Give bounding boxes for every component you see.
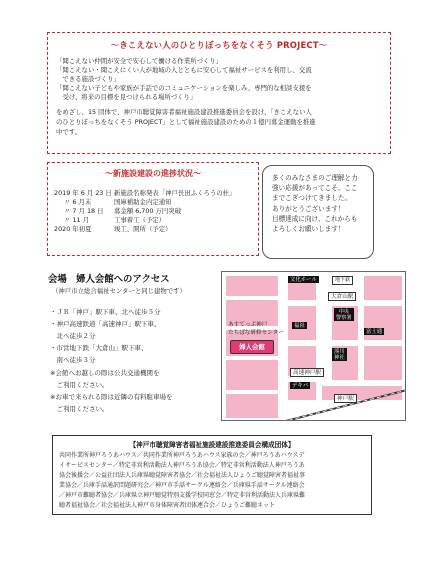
message-line: 多くのみなさまのご理解と力 <box>272 174 358 182</box>
project-line: 受け、将来の目標を見つけられる場所づくり」 <box>56 93 197 101</box>
access-map <box>221 271 406 421</box>
schedule-row <box>54 225 172 234</box>
message-line: よろしくお願いします！ <box>272 225 345 234</box>
committee-line: 共同作業所神戸ろうあハウス／共同作業所神戸ろうあハウス家族の会／神戸ろうあハウスデ <box>59 452 305 459</box>
committee-line: 聴者福祉協会／社会福祉法人神戸市身体障害者団体連合会／ひょうご難聴ネット <box>59 502 276 509</box>
project-line: 「聞こえない仲間が安全で安心して働ける作業所づくり」 <box>56 57 223 65</box>
map-label-tachibana: たちばな研修センター <box>228 330 284 336</box>
map-label-fujin-kaikan: 婦人会館 <box>230 340 274 354</box>
project-line: のひとりぼっちをなくそう PROJECT」として福祉施設建設のための１億円募金運動を推進 <box>56 118 316 126</box>
schedule-date: 〃 6 月末 <box>64 198 92 206</box>
map-label-subway-text: 地下鉄 <box>335 276 351 283</box>
map-label-kosoku-kobe: 高速神戸駅 <box>290 368 324 377</box>
map-label-kobe-eki: 神戸駅 <box>334 394 357 403</box>
access-subtitle: （神戸市立総合福祉センターと同じ建物です） <box>52 287 186 295</box>
schedule-event: 竣工、開所（予定） <box>114 225 172 233</box>
project-line: できる施設づくり」 <box>56 75 120 83</box>
access-line: ・市営地下鉄「大倉山」駅下車、 <box>50 344 148 352</box>
map-label-police-2: 警察署 <box>336 314 352 321</box>
schedule-row <box>54 207 181 216</box>
access-line: 南へ徒歩３分 <box>50 356 96 364</box>
access-line: ご利用ください。 <box>50 405 109 413</box>
committee-line: イサービスセンター／特定非営利活動法人神戸ろうあ協会／特定非営利活動法人神戸ろうあ <box>59 462 305 469</box>
project-line: 中です。 <box>56 128 82 136</box>
schedule-date: 〃 7 月 18 日 <box>64 207 104 215</box>
thanks-message <box>262 165 374 259</box>
map-label-fujitsu: 富士通 <box>366 328 383 335</box>
map-label-okurayama: 大倉山駅 <box>328 292 356 301</box>
map-label-police-1: 中央 <box>338 308 349 315</box>
schedule-row <box>54 198 172 207</box>
access-line: ご利用ください。 <box>50 381 109 389</box>
schedule-event: 国庫補助金内定通知 <box>114 198 172 206</box>
schedule-event: 工事着工（予定） <box>114 216 166 224</box>
message-line: 目標達成に向け、これからも <box>272 214 358 223</box>
map-label-subway <box>332 276 353 285</box>
access-title: 会場 婦人会館へのアクセス <box>48 274 170 285</box>
committee-box <box>52 435 372 515</box>
project-line: をめざし、15 団体で、神戸市聴覚障害者福祉施設建設推進委員会を設け、「きこえない人 <box>56 108 312 116</box>
schedule-date: 〃 11 月 <box>64 216 89 224</box>
schedule-date: 2019 年 6 月 23 日 <box>54 189 112 197</box>
map-label-bunka-hall: 文化ホール <box>290 276 317 283</box>
committee-line: ／神戸市難聴者協会／兵庫県立神戸聴覚特別支援学校同窓会／特定非営利活動法人兵庫県難 <box>59 492 306 499</box>
schedule-row <box>54 189 235 198</box>
access-line: ・神戸高速鉄道「高速神戸」駅下車、 <box>50 320 161 328</box>
access-line: ・ＪＲ「神戸」駅下車、北へ徒歩５分 <box>50 308 161 316</box>
map-label-police <box>334 308 354 321</box>
committee-line: 業協会／兵庫手話通訳問題研究会／神戸市手話サークル連絡会／兵庫県手話サークル連絡会 <box>59 482 305 489</box>
schedule-date: 2020 年初夏 <box>54 225 92 233</box>
project-box <box>47 32 391 154</box>
message-line: 強い応援があってこそ、ここ <box>272 184 358 193</box>
message-line: ありがとうございます！ <box>272 204 345 213</box>
progress-box <box>47 162 259 256</box>
message-line: までこぎつけてきました。 <box>272 194 352 203</box>
access-line: ※会館へお越しの際は公共交通機関を <box>50 369 160 377</box>
access-line: 北へ徒歩２分 <box>50 332 96 340</box>
project-title: ～きこえない人のひとりぼっちをなくそう PROJECT～ <box>110 40 328 50</box>
map-label-dekki: デキバ <box>292 382 309 389</box>
map-label-minatogawa-2: 神社 <box>334 354 345 361</box>
schedule-event: 募金額 6,700 万円突破 <box>114 207 182 215</box>
committee-line: 協会後援会／公益社団法人兵庫県聴覚障害者協会／社会福祉法人ひょうご聴覚障害者福祉事 <box>59 472 306 479</box>
schedule-event: 新施設名称発表「神戸長田ふくろうの杜」 <box>114 189 236 197</box>
map-label-minatogawa <box>332 348 347 361</box>
map-label-asuteppu: あすてっぷ神戸 <box>228 322 268 328</box>
committee-title: 【神戸市聴覚障害者福祉施設建設推進委員会構成団体】 <box>129 441 295 449</box>
progress-title: ～新施設建設の進捗状況～ <box>105 169 201 178</box>
map-label-fukushi: 福祉 <box>294 322 305 329</box>
map-label-minatogawa-1: 湊川 <box>334 348 345 355</box>
access-line: ※お車で来られる際は近隣の有料駐車場を <box>50 393 173 401</box>
project-line: 「聞こえない子どもや家族が手話でのコミュニケーションを楽しみ、専門的な相談支援を <box>56 84 312 92</box>
project-line: 「聞こえない・聞こえにくい人が地域の人とともに安心して福祉サービスを利用し、交流 <box>56 66 312 74</box>
schedule-row <box>54 216 165 225</box>
